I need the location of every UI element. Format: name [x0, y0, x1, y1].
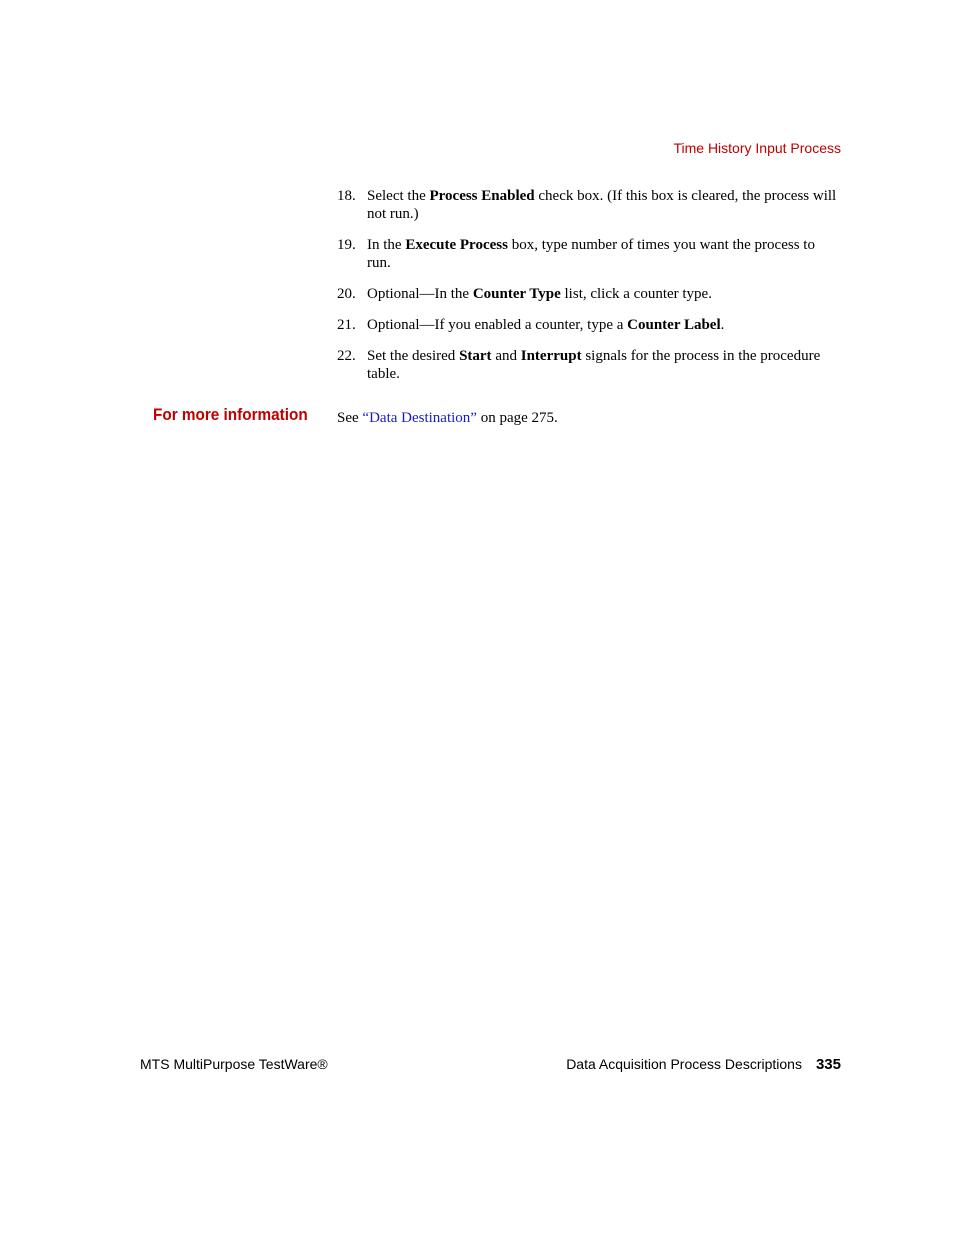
see-also-prefix: See: [337, 410, 363, 426]
step-text: check box. (If this box is cleared, the process will not run.): [367, 188, 837, 222]
step-text: Optional—In the: [367, 286, 473, 302]
step-number: 18.: [337, 188, 356, 204]
footer-chapter-title: Data Acquisition Process Descriptions: [566, 1056, 802, 1072]
step-text: signals for the process in the procedure table.: [367, 348, 821, 382]
for-more-information-heading: For more information: [153, 405, 308, 424]
step-text: and: [491, 348, 521, 364]
step-22: [337, 347, 842, 383]
ui-term-interrupt: Interrupt: [520, 348, 582, 364]
step-18: [337, 187, 842, 223]
ui-term-start: Start: [459, 348, 492, 364]
ui-term-execute-process: Execute Process: [405, 237, 508, 253]
step-20: [337, 285, 842, 303]
page-number: 335: [815, 1056, 841, 1073]
procedure-steps: [337, 187, 842, 396]
see-also-suffix: on page 275.: [476, 410, 558, 426]
step-19: [337, 236, 842, 272]
step-text: In the: [367, 237, 406, 253]
step-text: Select the: [367, 188, 430, 204]
step-21: [337, 316, 842, 334]
step-text: Set the desired: [367, 348, 460, 364]
see-also-paragraph: [337, 409, 558, 427]
ui-term-counter-label: Counter Label: [627, 317, 721, 333]
step-text: Optional—If you enabled a counter, type a: [367, 317, 628, 333]
step-text: box, type number of times you want the process to run.: [367, 237, 815, 271]
step-text: list, click a counter type.: [560, 286, 712, 302]
ui-term-process-enabled: Process Enabled: [429, 188, 535, 204]
running-header-title: Time History Input Process: [673, 140, 841, 156]
ui-term-counter-type: Counter Type: [472, 286, 561, 302]
footer-product-name: MTS MultiPurpose TestWare®: [140, 1056, 328, 1072]
step-text: .: [720, 317, 725, 333]
step-number: 20.: [337, 286, 356, 302]
step-number: 19.: [337, 237, 356, 253]
step-number: 21.: [337, 317, 356, 333]
step-number: 22.: [337, 348, 356, 364]
footer-right: [566, 1056, 841, 1073]
data-destination-link[interactable]: “Data Destination”: [362, 410, 477, 426]
